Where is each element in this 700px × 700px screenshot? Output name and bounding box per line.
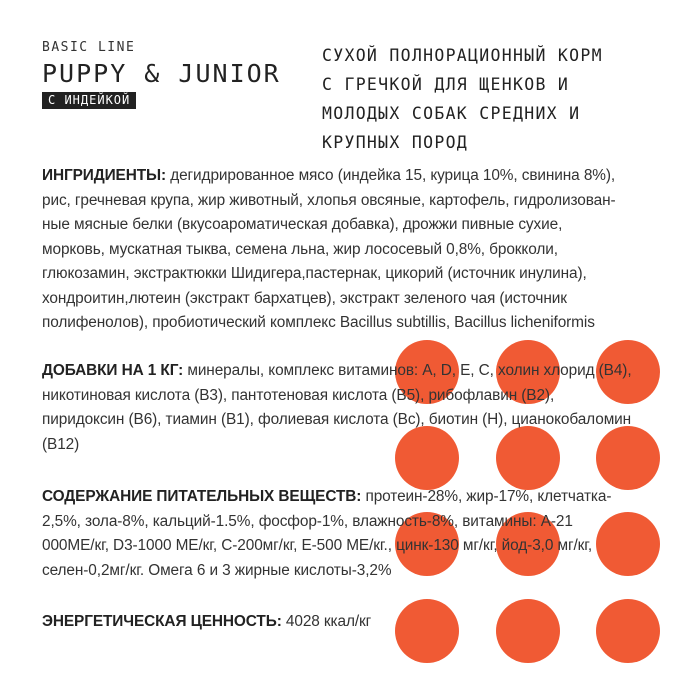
ingredients-text: хондроитин,лютеин (экстракт бархатцев), экстракт зеленого чая (источник — [42, 289, 567, 307]
energy-value: 4028 ккал/кг — [281, 613, 372, 630]
product-name: PUPPY & JUNIOR — [42, 59, 281, 88]
product-description-headline — [322, 41, 682, 157]
headline-line: МОЛОДЫХ СОБАК СРЕДНИХ И — [322, 104, 581, 123]
ingredients-section — [42, 164, 662, 336]
ingredients-text: морковь, мускатная тыква, семена льна, жир лососевый 0,8%, брокколи, — [42, 240, 558, 258]
energy-label: ЭНЕРГЕТИЧЕСКАЯ ЦЕННОСТЬ: — [42, 613, 282, 630]
nutrients-label: СОДЕРЖАНИЕ ПИТАТЕЛЬНЫХ ВЕЩЕСТВ: — [42, 488, 362, 505]
ingredients-text: рис, гречневая крупа, жир животный, хлопья овсяные, картофель, гидролизован- — [42, 191, 616, 209]
nutrients-text: селен-0,2мг/кг. Омега 6 и 3 жирные кислоты-3,2% — [42, 561, 392, 579]
headline-line: КРУПНЫХ ПОРОД — [322, 133, 469, 152]
additives-text: минералы, комплекс витаминов: A, D, E, C, холин хлорид (B4), — [183, 362, 632, 379]
nutrients-text: 000МЕ/кг, D3-1000 МЕ/кг, С-200мг/кг, Е-500 МЕ/кг., цинк-130 мг/кг, йод-3,0 мг/кг, — [42, 537, 593, 554]
nutrients-text: протеин-28%, жир-17%, клетчатка- — [361, 488, 612, 505]
additives-text: (B12) — [42, 435, 80, 453]
additives-text: никотиновая кислота (B3), пантотеновая кислота (B5), рибофлавин (B2), — [42, 386, 555, 404]
additives-label: ДОБАВКИ НА 1 КГ: — [42, 362, 184, 379]
additives-section — [42, 359, 662, 457]
ingredients-label: ИНГРИДИЕНТЫ: — [42, 167, 167, 184]
ingredients-text: дегидрированное мясо (индейка 15, курица 10%, свинина 8%), — [166, 167, 616, 184]
energy-section — [42, 610, 662, 635]
ingredients-text: ные мясные белки (вкусоароматическая добавка), дрожжи пивные сухие, — [42, 216, 563, 233]
nutrients-text: 2,5%, зола-8%, кальций-1.5%, фосфор-1%, влажность-8%, витамины: А-21 — [42, 512, 573, 530]
ingredients-text: полифенолов), пробиотический комплекс Bacillus subtillis, Bacillus licheniformis — [42, 314, 595, 331]
nutrients-section — [42, 485, 662, 583]
headline-line: СУХОЙ ПОЛНОРАЦИОННЫЙ КОРМ — [322, 46, 603, 65]
variant-badge: С ИНДЕЙКОЙ — [42, 92, 136, 109]
additives-text: пиридоксин (B6), тиамин (B1), фолиевая кислота (Bc), биотин (H), цианокобаломин — [42, 411, 632, 428]
product-line-label: BASIC LINE — [42, 40, 136, 55]
brand-block — [42, 40, 281, 109]
ingredients-text: глюкозамин, экстрактюкки Шидигера,пастернак, цикорий (источник инулина), — [42, 265, 587, 282]
headline-line: С ГРЕЧКОЙ ДЛЯ ЩЕНКОВ И — [322, 75, 570, 94]
